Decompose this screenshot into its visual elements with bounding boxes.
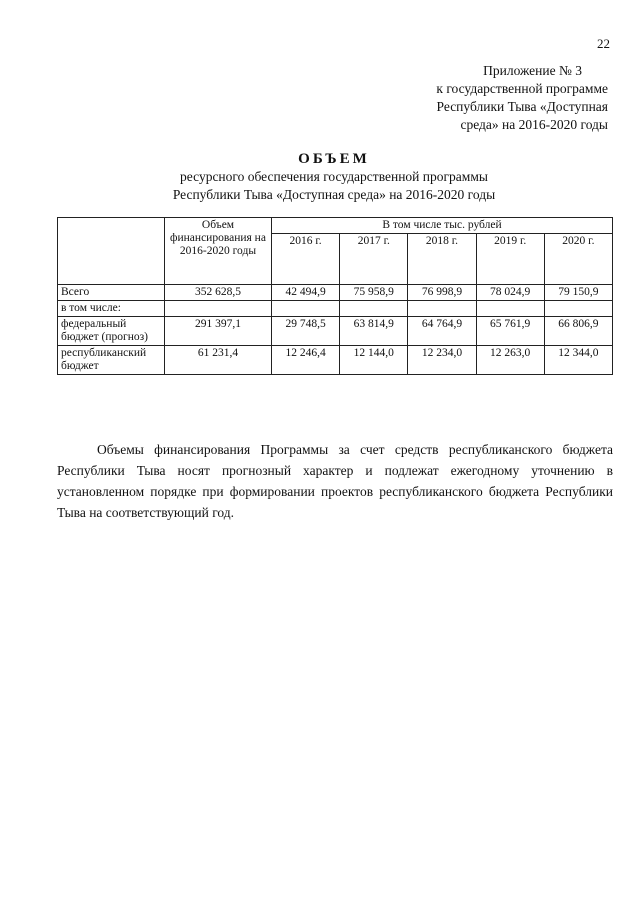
table-row bbox=[58, 285, 613, 301]
header-group-cell: В том числе тыс. рублей bbox=[272, 218, 613, 234]
annex-line-2: к государственной программе bbox=[436, 81, 608, 96]
header-total-cell: Объем финансирования на 2016-2020 годы bbox=[165, 218, 272, 285]
row-value-2019: 78 024,9 bbox=[476, 285, 544, 301]
row-value-2020: 12 344,0 bbox=[544, 346, 612, 375]
row-value-2016 bbox=[272, 301, 340, 317]
annex-line-4: среда» на 2016-2020 годы bbox=[460, 117, 608, 132]
annex-line-1: Приложение № 3 bbox=[483, 63, 582, 78]
annex-line-3: Республики Тыва «Доступная bbox=[436, 99, 608, 114]
row-value-2016: 42 494,9 bbox=[272, 285, 340, 301]
row-value-2017: 63 814,9 bbox=[340, 317, 408, 346]
header-empty-cell bbox=[58, 218, 165, 285]
budget-table bbox=[57, 217, 613, 375]
header-year-2017: 2017 г. bbox=[340, 234, 408, 285]
table-row bbox=[58, 301, 613, 317]
row-label: республиканский бюджет bbox=[58, 346, 165, 375]
row-value-2018: 76 998,9 bbox=[408, 285, 476, 301]
row-total bbox=[165, 301, 272, 317]
document-subtitle-line-1: ресурсного обеспечения государственной программы bbox=[180, 169, 488, 184]
row-value-2020: 79 150,9 bbox=[544, 285, 612, 301]
document-subtitle-line-2: Республики Тыва «Доступная среда» на 2016-2020 годы bbox=[172, 187, 496, 202]
row-value-2019: 65 761,9 bbox=[476, 317, 544, 346]
row-total: 352 628,5 bbox=[165, 285, 272, 301]
row-value-2019: 12 263,0 bbox=[476, 346, 544, 375]
row-value-2016: 29 748,5 bbox=[272, 317, 340, 346]
table-row bbox=[58, 317, 613, 346]
row-value-2017 bbox=[340, 301, 408, 317]
document-title: ОБЪЕМ bbox=[298, 151, 370, 167]
row-value-2020 bbox=[544, 301, 612, 317]
row-total: 61 231,4 bbox=[165, 346, 272, 375]
row-value-2020: 66 806,9 bbox=[544, 317, 612, 346]
page-number: 22 bbox=[597, 36, 610, 51]
row-total: 291 397,1 bbox=[165, 317, 272, 346]
funding-note-paragraph: Объемы финансирования Программы за счет средств республиканского бюджета Республики Тыва носят прогнозный характер и подлежат ежегодному уточнению в установленном порядке при формировании проектов республиканского бюджета Республики Тыва на соответствующий год. bbox=[57, 441, 613, 520]
row-label: Всего bbox=[58, 285, 165, 301]
row-value-2017: 12 144,0 bbox=[340, 346, 408, 375]
row-value-2018: 64 764,9 bbox=[408, 317, 476, 346]
row-value-2018 bbox=[408, 301, 476, 317]
row-value-2016: 12 246,4 bbox=[272, 346, 340, 375]
annex-heading bbox=[348, 62, 608, 134]
table-row bbox=[58, 346, 613, 375]
document-title-block bbox=[0, 150, 640, 204]
row-label: в том числе: bbox=[58, 301, 165, 317]
row-value-2017: 75 958,9 bbox=[340, 285, 408, 301]
header-year-2018: 2018 г. bbox=[408, 234, 476, 285]
row-value-2019 bbox=[476, 301, 544, 317]
row-value-2018: 12 234,0 bbox=[408, 346, 476, 375]
header-year-2016: 2016 г. bbox=[272, 234, 340, 285]
row-label: федеральный бюджет (прогноз) bbox=[58, 317, 165, 346]
table-header-row bbox=[58, 218, 613, 234]
header-year-2020: 2020 г. bbox=[544, 234, 612, 285]
header-year-2019: 2019 г. bbox=[476, 234, 544, 285]
